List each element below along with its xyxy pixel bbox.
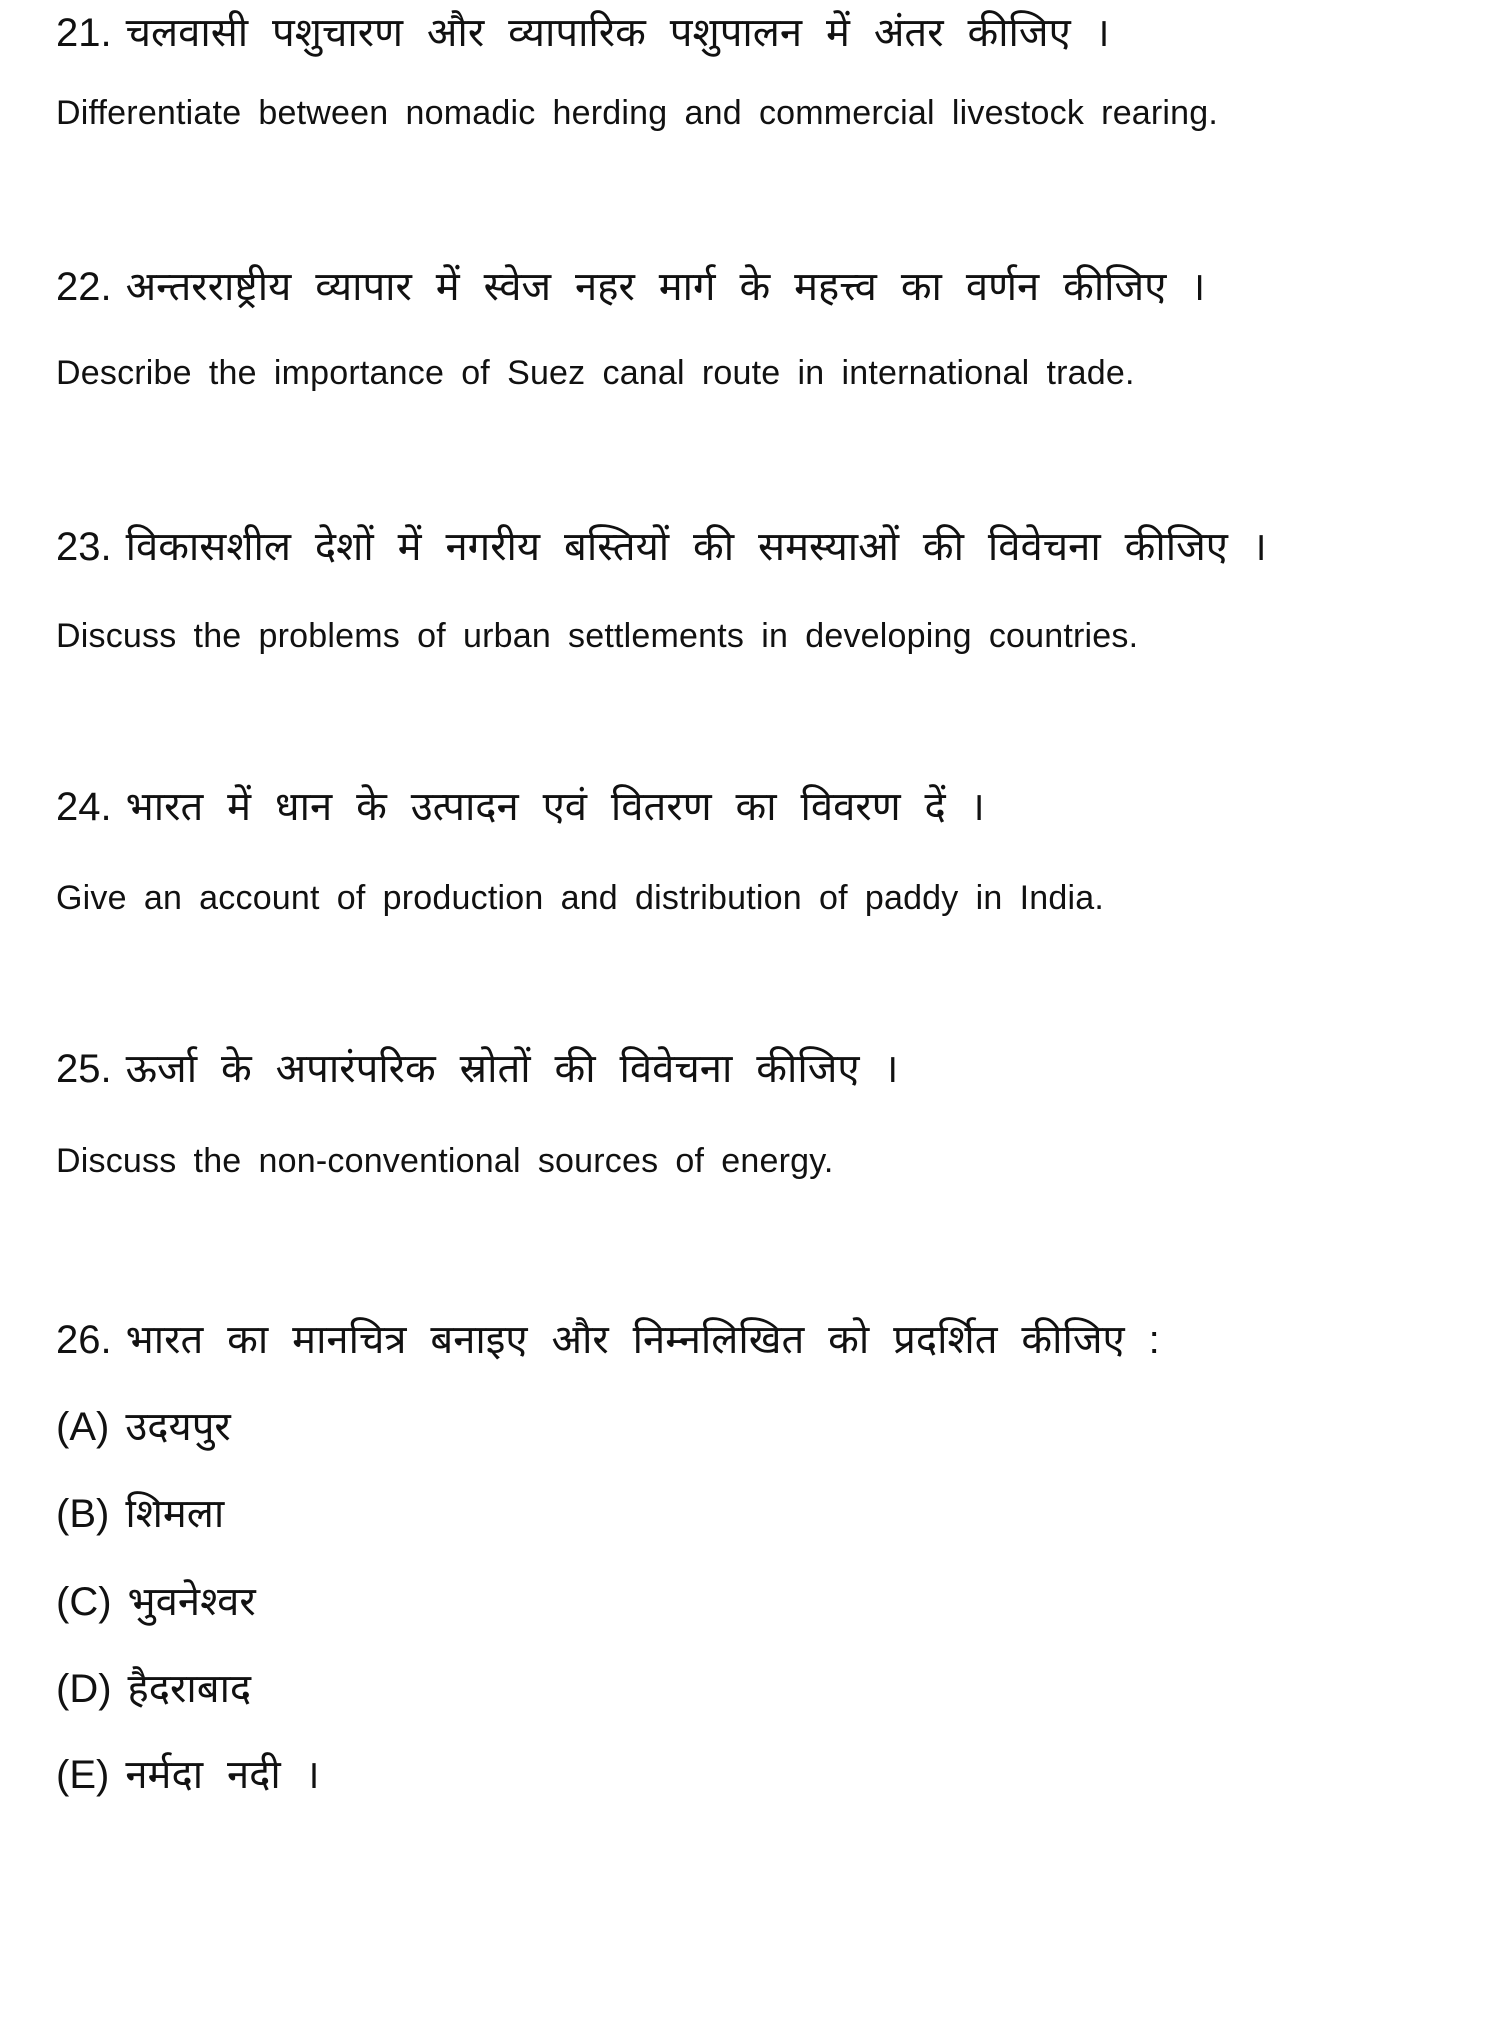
question-26-hindi-line bbox=[56, 1315, 1465, 1365]
option-a-text: उदयपुर bbox=[125, 1405, 231, 1449]
question-25-hindi-text: ऊर्जा के अपारंपरिक स्रोतों की विवेचना कीजिए । bbox=[125, 1047, 899, 1091]
question-22-english-line: Describe the importance of Suez canal route in international trade. bbox=[56, 354, 1135, 392]
question-21-number: 21. bbox=[56, 11, 112, 55]
question-26-option-b bbox=[56, 1489, 1465, 1539]
question-23-hindi-line bbox=[56, 522, 1465, 572]
question-23-number: 23. bbox=[56, 525, 112, 569]
option-b-text: शिमला bbox=[125, 1492, 225, 1536]
question-26-number: 26. bbox=[56, 1318, 112, 1362]
question-24-hindi-line bbox=[56, 782, 1465, 832]
option-e-label: (E) bbox=[56, 1753, 110, 1797]
question-21-hindi-line bbox=[56, 8, 1465, 58]
question-25-hindi-line bbox=[56, 1044, 1465, 1094]
question-23-english-line: Discuss the problems of urban settlements in developing countries. bbox=[56, 617, 1139, 655]
option-c-label: (C) bbox=[56, 1580, 112, 1624]
option-e-text: नर्मदा नदी । bbox=[125, 1753, 320, 1797]
question-25-number: 25. bbox=[56, 1047, 112, 1091]
question-26-hindi-text: भारत का मानचित्र बनाइए और निम्नलिखित को प्रदर्शित कीजिए : bbox=[125, 1318, 1160, 1362]
question-23-hindi-text: विकासशील देशों में नगरीय बस्तियों की समस्याओं की विवेचना कीजिए । bbox=[125, 525, 1267, 569]
question-25-english-line: Discuss the non-conventional sources of energy. bbox=[56, 1142, 834, 1180]
option-d-text: हैदराबाद bbox=[127, 1667, 252, 1711]
question-24-english-line: Give an account of production and distribution of paddy in India. bbox=[56, 879, 1104, 917]
question-26-option-e bbox=[56, 1750, 1465, 1800]
question-22-hindi-line bbox=[56, 262, 1465, 312]
question-26-option-d bbox=[56, 1664, 1465, 1714]
question-22-number: 22. bbox=[56, 265, 112, 309]
option-a-label: (A) bbox=[56, 1405, 110, 1449]
question-24-number: 24. bbox=[56, 785, 112, 829]
question-26-option-c bbox=[56, 1577, 1465, 1627]
question-21-english-line: Differentiate between nomadic herding and commercial livestock rearing. bbox=[56, 94, 1219, 132]
option-c-text: भुवनेश्वर bbox=[127, 1580, 256, 1624]
question-22-hindi-text: अन्तरराष्ट्रीय व्यापार में स्वेज नहर मार्ग के महत्त्व का वर्णन कीजिए । bbox=[125, 265, 1206, 309]
question-26-option-a bbox=[56, 1402, 1465, 1452]
question-24-hindi-text: भारत में धान के उत्पादन एवं वितरण का विवरण दें । bbox=[125, 785, 985, 829]
option-b-label: (B) bbox=[56, 1492, 110, 1536]
option-d-label: (D) bbox=[56, 1667, 112, 1711]
question-21-hindi-text: चलवासी पशुचारण और व्यापारिक पशुपालन में अंतर कीजिए । bbox=[125, 11, 1110, 55]
